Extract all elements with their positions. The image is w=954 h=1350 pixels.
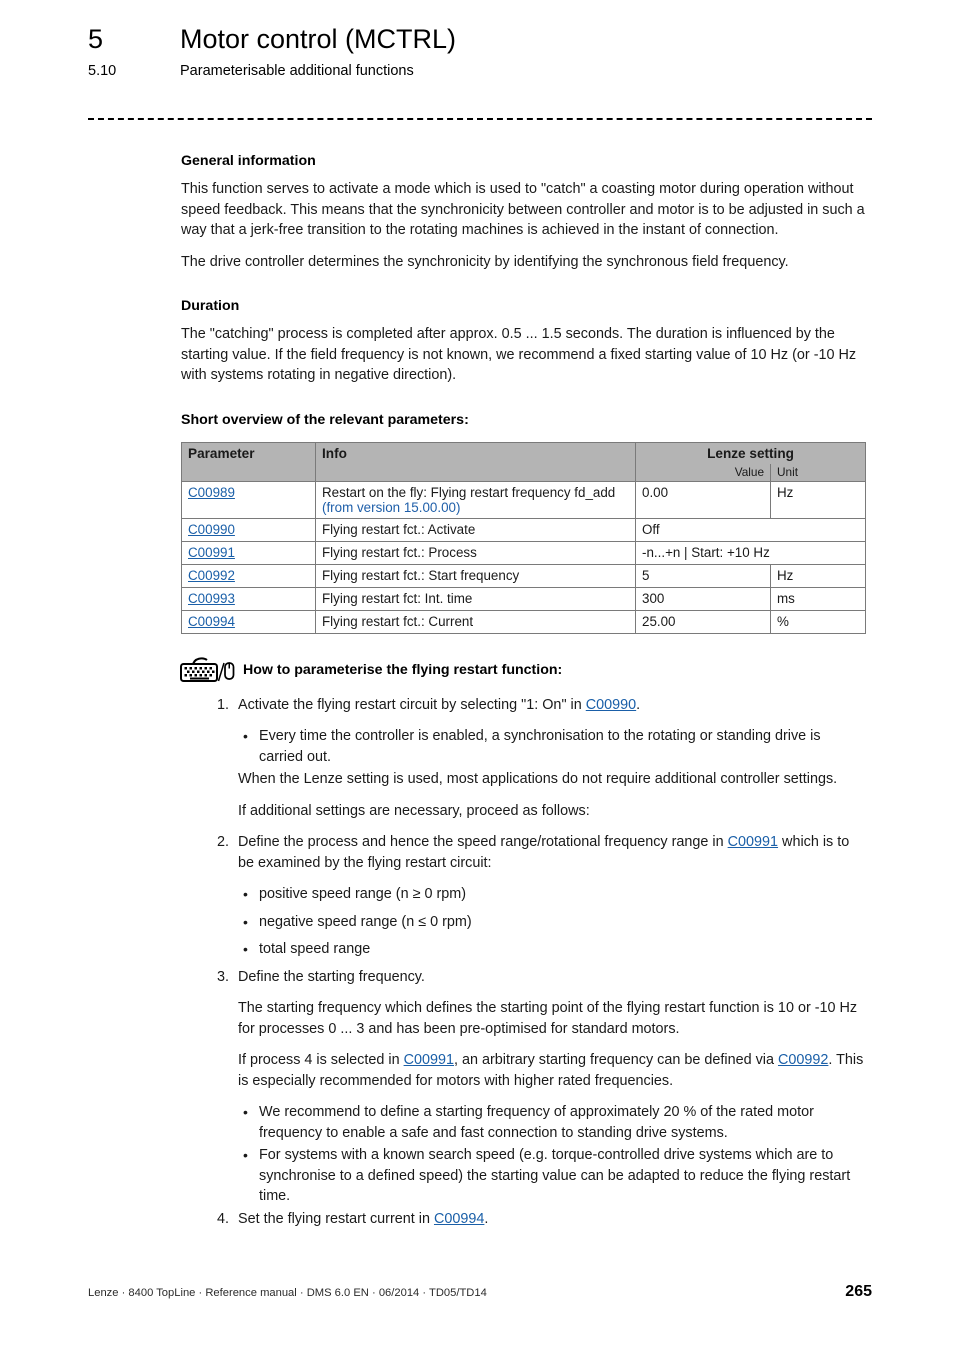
howto-steps: [181, 695, 865, 1230]
page-content: [181, 152, 865, 1240]
table-row: [182, 518, 866, 541]
general-information-paragraph-1: This function serves to activate a mode which is used to "catch" a coasting motor during operation without speed feedback. This means that the synchronicity between controller and motor is to be adjusted in such a way that a jerk-free transition to the rotating machines is achieved in the instant of connection.: [181, 181, 865, 238]
table-cell-unit: Hz: [771, 564, 866, 587]
table-cell-parameter: [182, 610, 316, 633]
heading-duration: Duration: [181, 298, 240, 314]
table-head: [182, 442, 866, 481]
parameter-link-c00989[interactable]: C00989: [188, 484, 235, 500]
spacer: [181, 397, 865, 411]
table-row: [182, 541, 866, 564]
spacer: [181, 283, 865, 297]
step-number: 1.: [216, 696, 229, 713]
step-3-bullets: [238, 1102, 865, 1207]
parameter-link-c00994[interactable]: C00994: [188, 613, 235, 629]
page-footer: [88, 1283, 872, 1301]
heading-short-overview: Short overview of the relevant parameters:: [181, 411, 469, 428]
step-4-text: [238, 1209, 865, 1230]
parameter-link-c00992[interactable]: C00992: [188, 567, 235, 583]
header-chapter-row: [88, 22, 872, 56]
table-cell-info: Flying restart fct.: Process: [316, 541, 636, 564]
parameter-link-c00993[interactable]: C00993: [188, 590, 235, 606]
table-cell-unit: Hz: [771, 481, 866, 518]
table-cell-info: [316, 481, 636, 518]
parameter-link-c00990[interactable]: C00990: [585, 696, 637, 713]
list-item: • negative speed range (n ≤ 0 rpm): [238, 912, 865, 933]
step-3-text: Define the starting frequency.: [238, 968, 425, 985]
header-divider: [88, 118, 872, 120]
table-row: [182, 587, 866, 610]
howto-header: [181, 656, 865, 684]
table-cell-value: Off: [636, 518, 866, 541]
duration-paragraph-1: The "catching" process is completed after approx. 0.5 ... 1.5 seconds. The duration is influenced by the starting value. If the field frequency is not known, we recommend a fixed starting value of 10 Hz (or -10 Hz with systems rotating in negative direction).: [181, 326, 857, 383]
table-body: [182, 481, 866, 633]
step-3-note-2-b: , an arbitrary starting frequency can be defined via: [454, 1052, 778, 1068]
table-header-value: Value: [636, 464, 771, 482]
step-3-note-1: The starting frequency which defines the starting point of the flying restart function is 10 or -10 Hz for processes 0 ... 3 and has been pre-optimised for standard motors.: [238, 1000, 858, 1037]
header-section-row: [88, 62, 872, 81]
step-1-note-1: When the Lenze setting is used, most applications do not require additional controller settings.: [238, 771, 838, 787]
step-number: 4.: [216, 1210, 229, 1227]
table-cell-unit: ms: [771, 587, 866, 610]
parameter-link-c00990[interactable]: C00990: [188, 521, 235, 537]
step-2-text: [238, 832, 865, 873]
table-cell-info-note: (from version 15.00.00): [322, 499, 461, 515]
parameter-table: [181, 442, 866, 634]
table-cell-parameter: [182, 587, 316, 610]
general-information-paragraph-2: The drive controller determines the synchronicity by identifying the synchronous field frequency.: [181, 253, 789, 270]
table-row: [182, 610, 866, 633]
page-header: [88, 22, 872, 81]
howto-step-4: [181, 1209, 865, 1230]
table-cell-info: Flying restart fct: Int. time: [316, 587, 636, 610]
heading-general-information: General information: [181, 153, 316, 169]
table-header-lenze-setting: Lenze setting: [636, 442, 866, 464]
table-cell-value: 25.00: [636, 610, 771, 633]
table-cell-value: -n...+n | Start: +10 Hz: [636, 541, 866, 564]
table-header-parameter: Parameter: [182, 442, 316, 481]
step-2-text-before: Define the process and hence the speed range/rotational frequency range in: [238, 834, 728, 850]
table-cell-value: 5: [636, 564, 771, 587]
table-header-row-main: [182, 442, 866, 464]
step-3-note-2-c: . This is especially recommended for motors with higher rated frequencies.: [238, 1052, 864, 1089]
list-item: • Every time the controller is enabled, a synchronisation to the rotating or standing drive is carried out.: [238, 726, 865, 767]
table-header-info: Info: [316, 442, 636, 481]
list-item: • total speed range: [238, 939, 865, 960]
list-item: • positive speed range (n ≥ 0 rpm): [238, 884, 865, 905]
step-3-note-2: [238, 1050, 865, 1091]
keyboard-mouse-icon: [179, 656, 235, 684]
step-2-bullets: [238, 884, 865, 960]
parameter-link-c00994[interactable]: C00994: [433, 1210, 485, 1227]
step-3-note-2-a: If process 4 is selected in: [238, 1052, 404, 1068]
table-cell-info-text: Restart on the fly: Flying restart frequency fd_add: [322, 484, 616, 500]
parameter-link-c00991[interactable]: C00991: [403, 1052, 454, 1068]
howto-step-2: [181, 832, 865, 960]
howto-step-1: [181, 695, 865, 822]
table-row: [182, 564, 866, 587]
step-4-text-before: Set the flying restart current in: [238, 1210, 434, 1227]
step-4-text-after: .: [484, 1210, 489, 1227]
chapter-number: 5: [88, 24, 104, 54]
table-cell-parameter: [182, 564, 316, 587]
step-1-bullets: [238, 726, 865, 767]
howto-step-3: [181, 967, 865, 1207]
footer-manual-info: Lenze · 8400 TopLine · Reference manual · DMS 6.0 EN · 06/2014 · TD05/TD14: [88, 1287, 487, 1299]
table-cell-parameter: [182, 518, 316, 541]
howto-block: [181, 656, 865, 1230]
table-header-unit: Unit: [771, 464, 866, 482]
footer-page-number: 265: [845, 1283, 872, 1300]
table-cell-info: Flying restart fct.: Current: [316, 610, 636, 633]
step-1-text-before: Activate the flying restart circuit by selecting "1: On" in: [238, 696, 586, 713]
parameter-link-c00991[interactable]: C00991: [727, 834, 779, 850]
table-row: [182, 481, 866, 518]
parameter-link-c00991[interactable]: C00991: [188, 544, 235, 560]
list-item: • For systems with a known search speed (e.g. torque-controlled drive systems which are to synchronise to a defined speed) the starting value can be adapted to reduce the flying restart time.: [238, 1145, 865, 1207]
step-2-text-after: which is to be examined by the flying restart circuit:: [238, 834, 850, 871]
step-1-note-2: If additional settings are necessary, proceed as follows:: [238, 802, 590, 819]
parameter-link-c00992[interactable]: C00992: [777, 1052, 829, 1068]
step-1-text-after: .: [636, 696, 641, 713]
step-number: 2.: [216, 834, 229, 850]
list-item: • We recommend to define a starting frequency of approximately 20 % of the rated motor frequency to enable a safe and fast connection to standing drive systems.: [238, 1102, 865, 1143]
table-cell-value: 0.00: [636, 481, 771, 518]
section-number: 5.10: [88, 63, 117, 79]
step-number: 3.: [216, 968, 229, 985]
table-cell-parameter: [182, 541, 316, 564]
table-cell-value: 300: [636, 587, 771, 610]
table-cell-info: Flying restart fct.: Activate: [316, 518, 636, 541]
step-1-text: [238, 695, 865, 716]
section-title: Parameterisable additional functions: [180, 63, 414, 79]
table-cell-info: Flying restart fct.: Start frequency: [316, 564, 636, 587]
table-cell-unit: %: [771, 610, 866, 633]
chapter-title: Motor control (MCTRL): [180, 24, 457, 54]
howto-title: How to parameterise the flying restart function:: [243, 661, 563, 678]
table-cell-parameter: [182, 481, 316, 518]
